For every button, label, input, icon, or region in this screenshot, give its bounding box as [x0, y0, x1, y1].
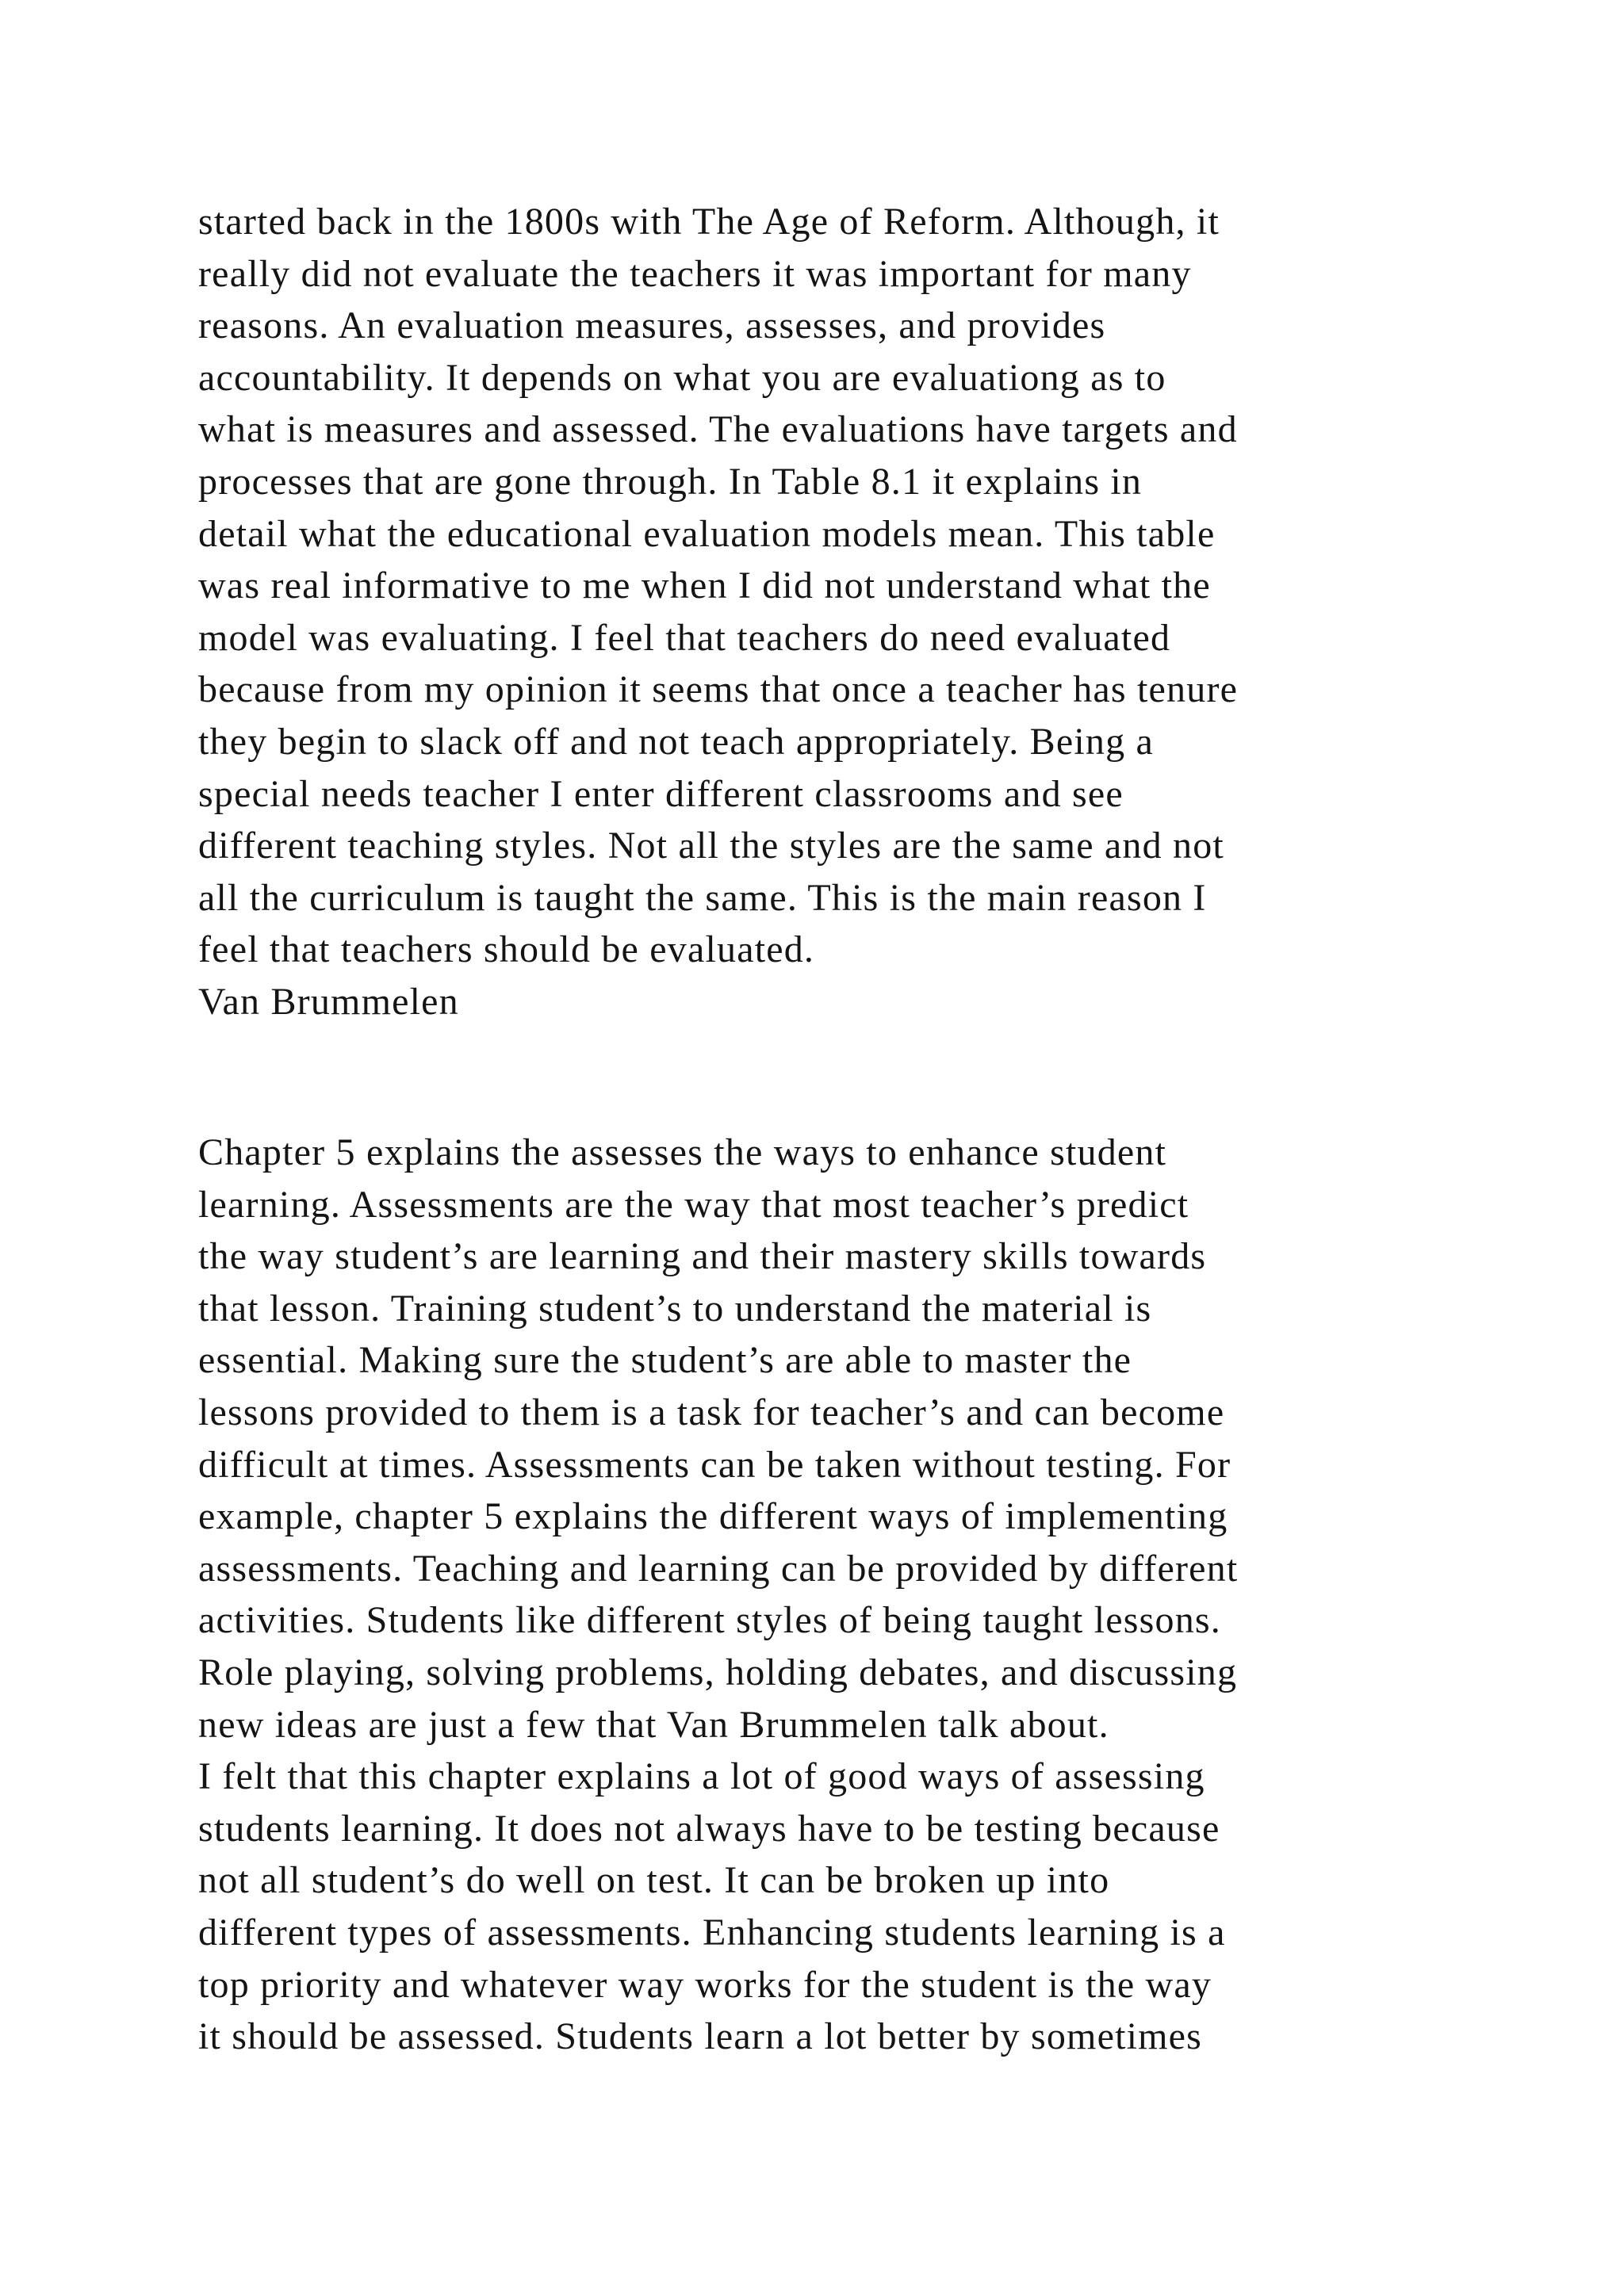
text-line: feel that teachers should be evaluated. — [198, 928, 815, 971]
text-line: processes that are gone through. In Table 8.1 it explains in — [198, 460, 1143, 503]
text-line: students learning. It does not always have to be testing because — [198, 1807, 1220, 1850]
text-line: activities. Students like different styles of being taught lessons. — [198, 1599, 1221, 1642]
text-line: Chapter 5 explains the assesses the ways to enhance student — [198, 1131, 1167, 1173]
text-line: because from my opinion it seems that once a teacher has tenure — [198, 668, 1239, 711]
text-line: special needs teacher I enter different classrooms and see — [198, 772, 1124, 815]
text-line: lessons provided to them is a task for teacher’s and can become — [198, 1391, 1225, 1433]
text-line: top priority and whatever way works for the student is the way — [198, 1963, 1212, 2006]
text-line: it should be assessed. Students learn a lot better by sometimes — [198, 2015, 1203, 2058]
text-line: really did not evaluate the teachers it was important for many — [198, 252, 1192, 295]
text-line: detail what the educational evaluation models mean. This table — [198, 512, 1216, 555]
text-line: all the curriculum is taught the same. This is the main reason I — [198, 876, 1207, 919]
text-line: new ideas are just a few that Van Brummelen talk about. — [198, 1703, 1109, 1746]
text-line: essential. Making sure the student’s are able to master the — [198, 1339, 1132, 1382]
text-line: that lesson. Training student’s to understand the material is — [198, 1287, 1152, 1330]
text-line: Role playing, solving problems, holding debates, and discussing — [198, 1651, 1238, 1693]
text-line: difficult at times. Assessments can be taken without testing. For — [198, 1443, 1231, 1486]
text-line: different teaching styles. Not all the styles are the same and not — [198, 825, 1224, 867]
text-line: I felt that this chapter explains a lot of good ways of assessing — [198, 1755, 1205, 1798]
text-line: learning. Assessments are the way that most teacher’s predict — [198, 1183, 1189, 1226]
text-line: different types of assessments. Enhancing students learning is a — [198, 1911, 1226, 1954]
text-line: model was evaluating. I feel that teachers do need evaluated — [198, 616, 1171, 659]
text-line: not all student’s do well on test. It can be broken up into — [198, 1859, 1110, 1902]
text-line: started back in the 1800s with The Age of Reform. Although, it — [198, 201, 1220, 243]
text-line: example, chapter 5 explains the different ways of implementing — [198, 1495, 1228, 1538]
text-line: accountability. It depends on what you are evaluationg as to — [198, 356, 1166, 399]
text-line: the way student’s are learning and their mastery skills towards — [198, 1235, 1207, 1278]
text-line: reasons. An evaluation measures, assesses, and provides — [198, 304, 1106, 347]
text-line: assessments. Teaching and learning can be provided by different — [198, 1547, 1239, 1590]
text-line: was real informative to me when I did not understand what the — [198, 564, 1211, 607]
text-section-1 — [198, 196, 1507, 1028]
text-section-2 — [198, 1127, 1507, 2063]
text-line: they begin to slack off and not teach appropriately. Being a — [198, 720, 1154, 763]
author-heading: Van Brummelen — [198, 980, 459, 1023]
text-line: what is measures and assessed. The evaluations have targets and — [198, 408, 1238, 451]
